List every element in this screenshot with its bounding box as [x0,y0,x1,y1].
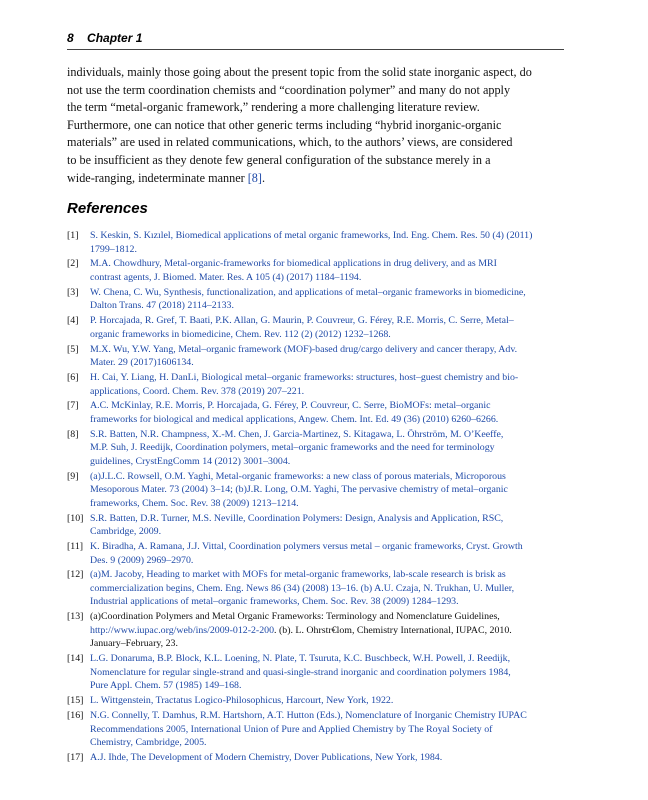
reference-line[interactable]: P. Horcajada, R. Gref, T. Baati, P.K. Allan, G. Maurin, P. Couvreur, G. Férey, R.E. Morris, C. Serre, Metal– [90,315,514,327]
reference-number: [4] [67,315,79,327]
reference-number: [15] [67,695,84,707]
reference-item [67,343,567,370]
reference-number: [9] [67,470,79,482]
page-number: 8 [67,31,74,45]
reference-item [67,286,567,313]
body-line: Furthermore, one can notice that other generic terms including “hybrid inorganic-organic [67,117,502,132]
reference-line[interactable]: Chemistry, Cambridge, 2005. [90,737,207,749]
reference-item [67,470,567,511]
reference-line[interactable]: N.G. Connelly, T. Damhus, R.M. Hartshorn, A.T. Hutton (Eds.), Nomenclature of Inorganic Chemistry IUPAC [90,710,527,722]
reference-url-link[interactable]: http://www.iupac.org/web/ins/2009-012-2-200 [90,624,275,636]
reference-line[interactable]: M.X. Wu, Y.W. Yang, Metal–organic framework (MOF)-based drug/cargo delivery and cancer therapy, Adv. [90,343,518,355]
reference-line[interactable]: frameworks for biological and medical applications, Angew. Chem. Int. Ed. 49 (36) (2010) 6260–6266. [90,413,499,425]
body-line: not use the term coordination chemists and “coordination polymer” and many do not apply [67,82,511,97]
reference-item [67,428,567,469]
reference-line[interactable]: applications, Coord. Chem. Rev. 378 (2019) 207–221. [90,385,305,397]
reference-line[interactable]: Recommendations 2005, International Union of Pure and Applied Chemistry by The Royal Society of [90,723,493,735]
reference-item [67,399,567,426]
reference-line[interactable]: Mesoporous Mater. 73 (2004) 3–14; (b)J.R. Long, O.M. Yaghi, The pervasive chemistry of metal–organic [90,484,508,496]
reference-line[interactable]: (a)J.L.C. Rowsell, O.M. Yaghi, Metal-organic frameworks: a new class of porous materials, Microporous [90,470,506,482]
reference-line[interactable]: organic frameworks in biomedicine, Chem. Rev. 112 (2) (2012) 1232–1268. [90,328,391,340]
reference-number: [14] [67,653,84,665]
reference-item [67,694,567,708]
body-line-end: . [261,170,265,185]
reference-line[interactable]: K. Biradha, A. Ramana, J.J. Vittal, Coordination polymers versus metal – organic frameworks, Cryst. Growth [90,541,523,552]
reference-number: [13] [67,611,84,623]
reference-number: [3] [67,286,79,298]
reference-number: [2] [67,258,79,270]
reference-number: [10] [67,512,84,524]
reference-item [67,314,567,341]
reference-line [90,624,567,638]
reference-number: [16] [67,710,84,722]
body-line-text: wide-ranging, indeterminate manner [67,170,248,185]
body-line: materials” are used in related communications, which, to the authors’ views, are considered [67,135,513,150]
reference-line[interactable]: contrast agents, J. Biomed. Mater. Res. A 105 (4) (2017) 1184–1194. [90,271,362,283]
reference-number: [5] [67,343,79,355]
reference-line[interactable]: 1799–1812. [90,243,137,255]
reference-item [67,652,567,693]
body-paragraph [67,64,567,187]
reference-line[interactable]: L. Wittgenstein, Tractatus Logico-Philosophicus, Harcourt, New York, 1922. [90,695,394,707]
reference-number: [8] [67,428,79,440]
reference-line[interactable]: Industrial applications of metal–organic frameworks, Chem. Soc. Rev. 38 (2009) 1284–1293. [90,596,459,608]
reference-line: January–February, 23. [90,638,178,650]
reference-line[interactable]: S.R. Batten, N.R. Champness, X.-M. Chen, J. Garcia-Martinez, S. Kitagawa, L. Öhrström, M. O’Keeffe, [90,428,504,440]
reference-line: (a)Coordination Polymers and Metal Organic Frameworks: Terminology and Nomenclature Guidelines, [90,611,500,623]
reference-line[interactable]: A.C. McKinlay, R.E. Morris, P. Horcajada, G. Férey, P. Couvreur, C. Serre, BioMOFs: metal–organic [90,400,491,412]
reference-line[interactable]: (a)M. Jacoby, Heading to market with MOFs for metal-organic frameworks, lab-scale research is brisk as [90,569,506,581]
reference-line[interactable]: commercialization begins, Chem. Eng. News 86 (34) (2008) 13–16. (b) A.U. Czaja, N. Trukhan, U. Muller, [90,582,515,594]
reference-line[interactable]: Pure Appl. Chem. 57 (1985) 149–168. [90,680,242,692]
reference-line[interactable]: M.P. Suh, J. Reedijk, Coordination polymers, metal–organic frameworks and the need for terminology [90,442,495,454]
reference-number: [12] [67,569,84,581]
chapter-label: Chapter 1 [87,31,143,45]
reference-line-rest: . (b). L. Ohrstr€lom, Chemistry International, IUPAC, 2010. [274,624,512,636]
reference-line[interactable]: H. Cai, Y. Liang, H. DanLi, Biological metal–organic frameworks: structures, host–guest chemistry and bio- [90,371,519,383]
reference-item [67,568,567,609]
reference-number: [17] [67,751,84,763]
reference-item [67,751,567,765]
reference-item [67,709,567,750]
references-heading: References [67,200,148,217]
reference-line[interactable]: M.A. Chowdhury, Metal-organic-frameworks for biomedical applications in drug delivery, and as MRI [90,258,497,270]
reference-line[interactable]: S.R. Batten, D.R. Turner, M.S. Neville, Coordination Polymers: Design, Analysis and Application, RSC, [90,512,504,524]
running-head [67,31,142,45]
reference-line[interactable]: W. Chena, C. Wu, Synthesis, functionalization, and applications of metal–organic frameworks in biomedicine, [90,286,526,298]
reference-item [67,540,567,567]
body-line-last [67,170,567,188]
reference-line[interactable]: L.G. Donaruma, B.P. Block, K.L. Loening, N. Plate, T. Tsuruta, K.C. Buschbeck, W.H. Powell, J. Reedijk, [90,653,511,665]
reference-line[interactable]: guidelines, CrystEngComm 14 (2012) 3001–3004. [90,455,291,467]
reference-line[interactable]: Cambridge, 2009. [90,526,162,538]
reference-number: [6] [67,371,79,383]
reference-item [67,257,567,284]
reference-line[interactable]: Des. 9 (2009) 2969–2970. [90,554,194,566]
reference-number: [7] [67,400,79,412]
body-line: the term “metal-organic framework,” rendering a more challenging literature review. [67,100,480,115]
reference-line[interactable]: S. Keskin, S. Kızılel, Biomedical applications of metal organic frameworks, Ind. Eng. Chem. Res. 50 (4) (2011) [90,230,533,241]
reference-line[interactable]: Mater. 29 (2017)1606134. [90,357,194,369]
body-line: to be insufficient as they denote few general configuration of the substance merely in a [67,152,491,167]
body-line: individuals, mainly those going about the present topic from the solid state inorganic aspect, do [67,65,532,79]
reference-line[interactable]: A.J. Ihde, The Development of Modern Chemistry, Dover Publications, New York, 1984. [90,751,443,763]
header-rule [67,49,564,50]
reference-list [67,229,567,766]
reference-line[interactable]: frameworks, Chem. Soc. Rev. 38 (2009) 1213–1214. [90,497,299,509]
reference-number: [1] [67,230,79,241]
reference-item [67,512,567,539]
reference-number: [11] [67,541,84,552]
reference-item [67,229,567,256]
reference-line[interactable]: Dalton Trans. 47 (2018) 2114–2133. [90,300,234,312]
reference-line[interactable]: Nomenclature for regular single-strand and quasi-single-strand inorganic and coordination polymers 1984, [90,666,511,678]
reference-item [67,610,567,651]
citation-link[interactable]: [8] [247,170,262,185]
reference-item [67,371,567,398]
